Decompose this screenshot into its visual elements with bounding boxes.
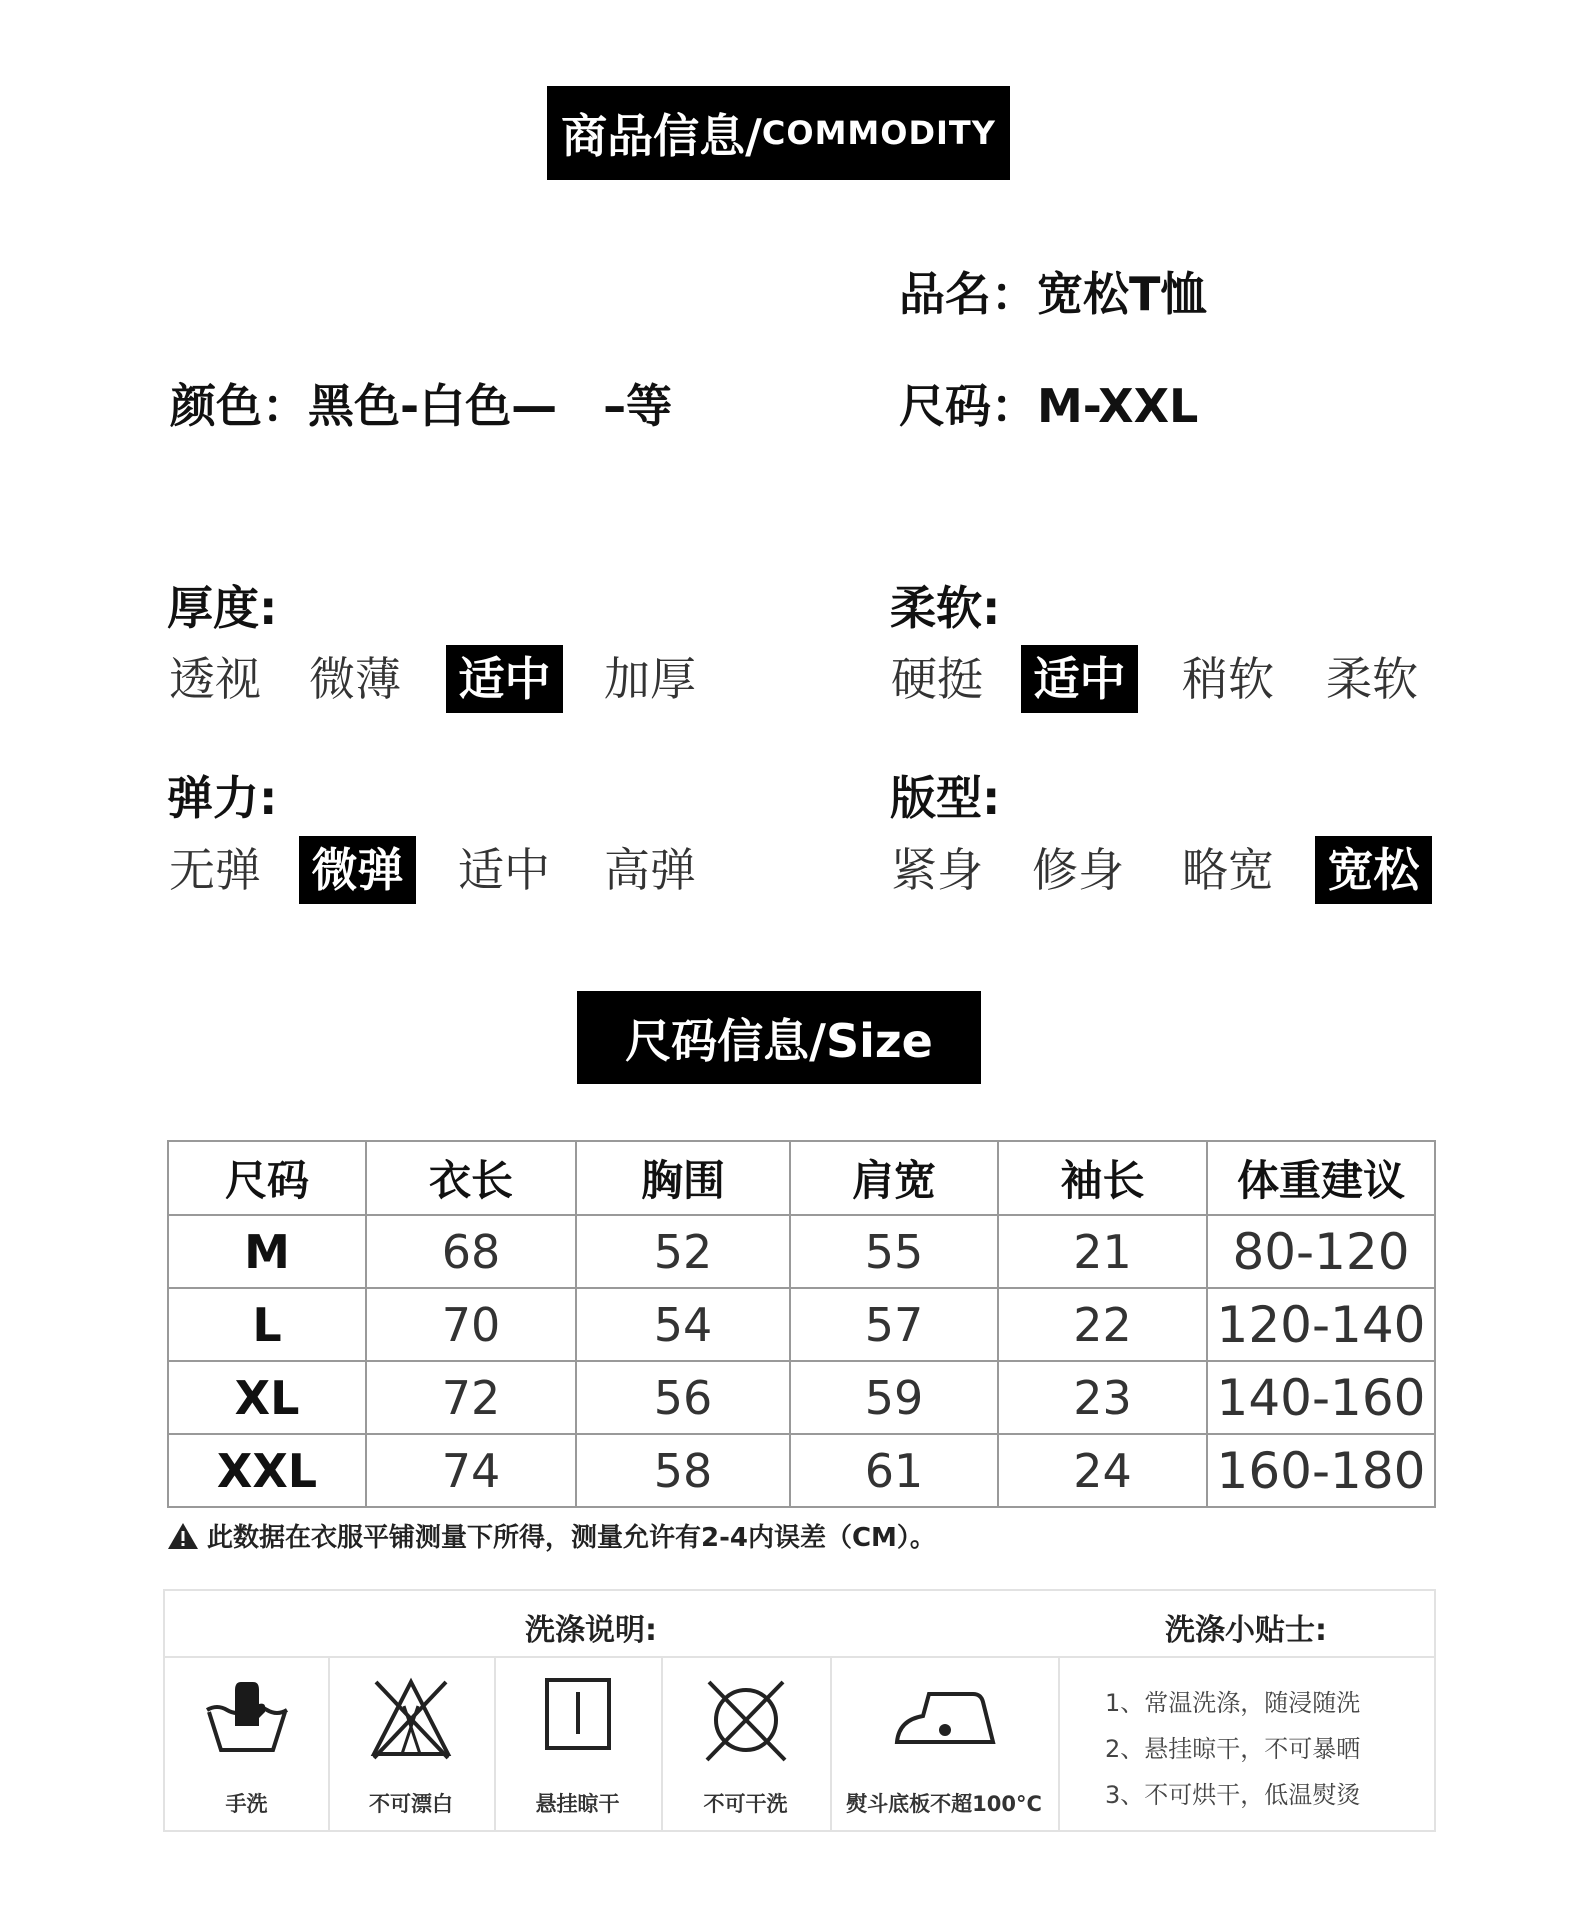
care-item-label: 熨斗底板不超100°C — [846, 1792, 1042, 1816]
care-item — [830, 1658, 1058, 1832]
fit-title: 版型: — [890, 771, 1001, 825]
fit-option: 紧身 — [891, 843, 983, 897]
thickness-option: 加厚 — [604, 652, 696, 706]
table-cell: 23 — [998, 1361, 1207, 1434]
table-cell: 55 — [790, 1215, 998, 1288]
column-header: 胸围 — [576, 1141, 790, 1215]
product-color-label: 颜色： — [170, 379, 308, 433]
no-dry-clean-icon — [701, 1676, 791, 1764]
fit-option: 修身 — [1032, 843, 1124, 897]
care-item-label: 悬挂晾干 — [535, 1792, 620, 1816]
care-tip: 3、不可烘干，低温熨烫 — [1105, 1781, 1361, 1809]
product-name-label: 品名： — [899, 267, 1037, 321]
product-size — [899, 370, 1198, 436]
softness-option: 硬挺 — [891, 652, 983, 706]
size-cell: XXL — [168, 1434, 366, 1507]
product-size-label: 尺码： — [899, 379, 1037, 433]
product-name-value: 宽松T恤 — [1037, 267, 1207, 321]
elasticity-option: 高弹 — [604, 843, 696, 897]
column-header: 袖长 — [998, 1141, 1207, 1215]
column-header: 肩宽 — [790, 1141, 998, 1215]
weight-cell: 140-160 — [1207, 1361, 1435, 1434]
table-cell: 70 — [366, 1288, 576, 1361]
iron-icon — [889, 1676, 999, 1756]
table-cell: 22 — [998, 1288, 1207, 1361]
care-panel — [163, 1589, 1436, 1832]
table-row — [168, 1215, 1435, 1288]
care-tip: 1、常温洗涤，随浸随洗 — [1105, 1689, 1361, 1717]
column-header: 尺码 — [168, 1141, 366, 1215]
softness-option: 柔软 — [1326, 652, 1418, 706]
elasticity-option: 适中 — [458, 843, 550, 897]
thickness-option: 微薄 — [309, 652, 401, 706]
care-tip: 2、悬挂晾干，不可暴晒 — [1105, 1735, 1361, 1763]
weight-cell: 80-120 — [1207, 1215, 1435, 1288]
care-item-label: 手洗 — [225, 1792, 268, 1816]
table-cell: 21 — [998, 1215, 1207, 1288]
care-item-label: 不可漂白 — [369, 1792, 453, 1816]
column-header: 体重建议 — [1207, 1141, 1435, 1215]
hang-dry-icon — [543, 1676, 613, 1752]
size-cell: XL — [168, 1361, 366, 1434]
thickness-title: 厚度: — [167, 581, 278, 635]
table-cell: 68 — [366, 1215, 576, 1288]
table-cell: 59 — [790, 1361, 998, 1434]
table-header-row — [168, 1141, 1435, 1215]
care-item-label: 不可干洗 — [703, 1792, 788, 1816]
care-tips-title: 洗涤小贴士: — [1165, 1613, 1327, 1648]
care-item — [494, 1658, 661, 1832]
no-bleach-icon — [368, 1676, 454, 1762]
thickness-option: 透视 — [169, 652, 261, 706]
commodity-banner-cn: 商品信息/ — [561, 109, 762, 163]
care-item — [328, 1658, 494, 1832]
table-cell: 58 — [576, 1434, 790, 1507]
measurement-note — [167, 1517, 936, 1554]
product-name — [899, 258, 1206, 324]
fit-option: 略宽 — [1182, 843, 1274, 897]
commodity-banner — [547, 86, 1010, 180]
table-cell: 74 — [366, 1434, 576, 1507]
care-instructions-title: 洗涤说明: — [525, 1613, 657, 1648]
table-cell: 52 — [576, 1215, 790, 1288]
elasticity-title: 弹力: — [167, 771, 278, 825]
care-item — [165, 1658, 328, 1832]
hand-wash-icon — [201, 1676, 293, 1756]
softness-title: 柔软: — [890, 581, 1001, 635]
product-size-value: M-XXL — [1037, 379, 1199, 433]
table-cell: 56 — [576, 1361, 790, 1434]
size-banner: 尺码信息/Size — [577, 991, 981, 1084]
commodity-banner-en: COMMODITY — [761, 114, 996, 152]
size-cell: L — [168, 1288, 366, 1361]
product-color-value: 黑色-白色— –等 — [308, 379, 673, 433]
warning-icon — [167, 1522, 199, 1550]
measurement-note-text: 此数据在衣服平铺测量下所得，测量允许有2-4内误差（CM）。 — [207, 1523, 936, 1553]
elasticity-option-selected: 微弹 — [299, 836, 416, 904]
table-cell: 24 — [998, 1434, 1207, 1507]
table-row — [168, 1434, 1435, 1507]
thickness-option-selected: 适中 — [446, 645, 563, 713]
elasticity-option: 无弹 — [169, 843, 261, 897]
table-cell: 57 — [790, 1288, 998, 1361]
weight-cell: 160-180 — [1207, 1434, 1435, 1507]
softness-option: 稍软 — [1182, 652, 1274, 706]
fit-option-selected: 宽松 — [1315, 836, 1432, 904]
softness-option-selected: 适中 — [1021, 645, 1138, 713]
size-table — [167, 1140, 1436, 1508]
size-cell: M — [168, 1215, 366, 1288]
weight-cell: 120-140 — [1207, 1288, 1435, 1361]
care-cell-divider — [1058, 1656, 1060, 1832]
column-header: 衣长 — [366, 1141, 576, 1215]
product-color — [170, 370, 672, 436]
table-cell: 72 — [366, 1361, 576, 1434]
table-row — [168, 1361, 1435, 1434]
care-item — [661, 1658, 830, 1832]
table-cell: 61 — [790, 1434, 998, 1507]
table-cell: 54 — [576, 1288, 790, 1361]
table-row — [168, 1288, 1435, 1361]
